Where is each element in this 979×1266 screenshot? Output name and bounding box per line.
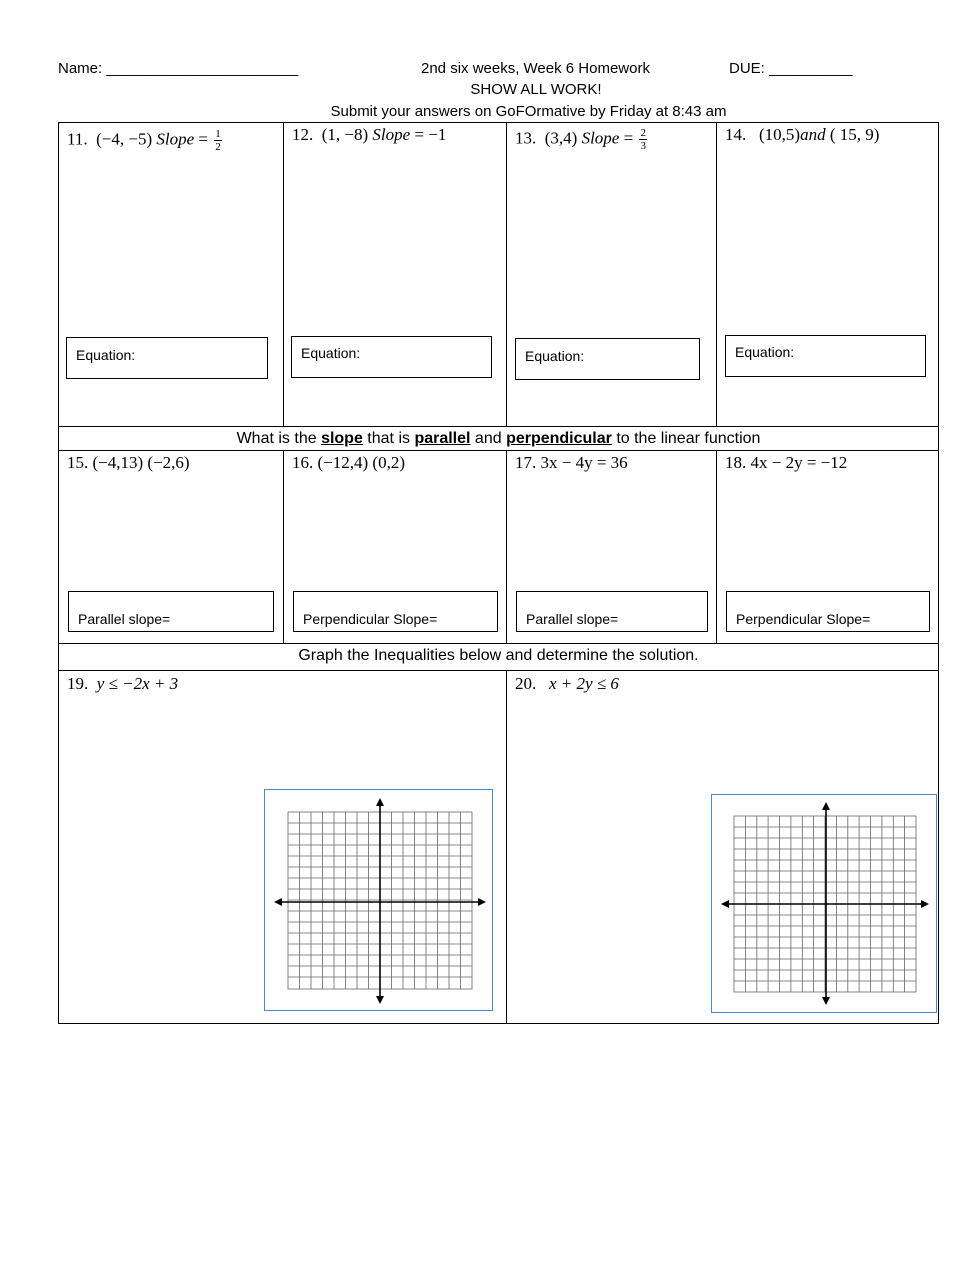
coordinate-grid-svg [712, 795, 936, 1012]
answer-box-label: Equation: [735, 344, 795, 360]
column-divider [506, 670, 507, 1024]
due-date-label: DUE: __________ [729, 60, 853, 77]
name-field-label: Name: _______________________ [58, 60, 299, 77]
problem-12: 12. (1, −8) Slope = −1 [292, 125, 447, 144]
problem-13: 13. (3,4) Slope = $\frac{2}{3}$ [515, 127, 646, 152]
equation-answer-box-12[interactable] [291, 336, 492, 378]
answer-box-label: Equation: [76, 347, 136, 363]
column-divider [283, 122, 284, 426]
submission-note: Submit your answers on GoFOrmative by Friday at 8:43 am [330, 103, 727, 120]
column-divider [716, 450, 717, 643]
worksheet-title: 2nd six weeks, Week 6 Homework [421, 60, 650, 77]
answer-box-label: Perpendicular Slope= [736, 611, 871, 627]
coordinate-grid-20[interactable] [711, 794, 937, 1013]
answer-box-label: Equation: [301, 345, 361, 361]
problem-20: 20. x + 2y ≤ 6 [515, 674, 619, 693]
problem-11: 11. (−4, −5) Slope = $\frac{1}{2}$ [67, 128, 221, 153]
coordinate-grid-19[interactable] [264, 789, 493, 1011]
row-divider [58, 426, 939, 427]
column-divider [506, 122, 507, 426]
problem-15: 15. (−4,13) (−2,6) [67, 453, 190, 472]
perpendicular-slope-answer-box-18[interactable] [726, 591, 930, 632]
column-divider [506, 450, 507, 643]
answer-box-label: Parallel slope= [78, 611, 171, 627]
section-inequalities-title: Graph the Inequalities below and determine the solution. [298, 647, 699, 664]
row-divider [58, 643, 939, 644]
equation-answer-box-14[interactable] [725, 335, 926, 377]
equation-answer-box-11[interactable] [66, 337, 268, 379]
problem-17: 17. 3x − 4y = 36 [515, 453, 628, 472]
parallel-slope-answer-box-17[interactable] [516, 591, 708, 632]
perpendicular-slope-answer-box-16[interactable] [293, 591, 498, 632]
problem-19: 19. y ≤ −2x + 3 [67, 674, 179, 693]
row-divider [58, 670, 939, 671]
section-slope-title: What is the slope that is parallel and perpendicular to the linear function [236, 430, 761, 447]
parallel-slope-answer-box-15[interactable] [68, 591, 274, 632]
row-divider [58, 450, 939, 451]
problem-16: 16. (−12,4) (0,2) [292, 453, 405, 472]
problem-14: 14. (10,5)and ( 15, 9) [725, 125, 880, 144]
equation-answer-box-13[interactable] [515, 338, 700, 380]
answer-box-label: Equation: [525, 348, 585, 364]
answer-box-label: Perpendicular Slope= [303, 611, 438, 627]
column-divider [716, 122, 717, 426]
problem-18: 18. 4x − 2y = −12 [725, 453, 848, 472]
coordinate-grid-svg [265, 790, 492, 1010]
answer-box-label: Parallel slope= [526, 611, 619, 627]
show-work-instruction: SHOW ALL WORK! [470, 81, 602, 98]
column-divider [283, 450, 284, 643]
